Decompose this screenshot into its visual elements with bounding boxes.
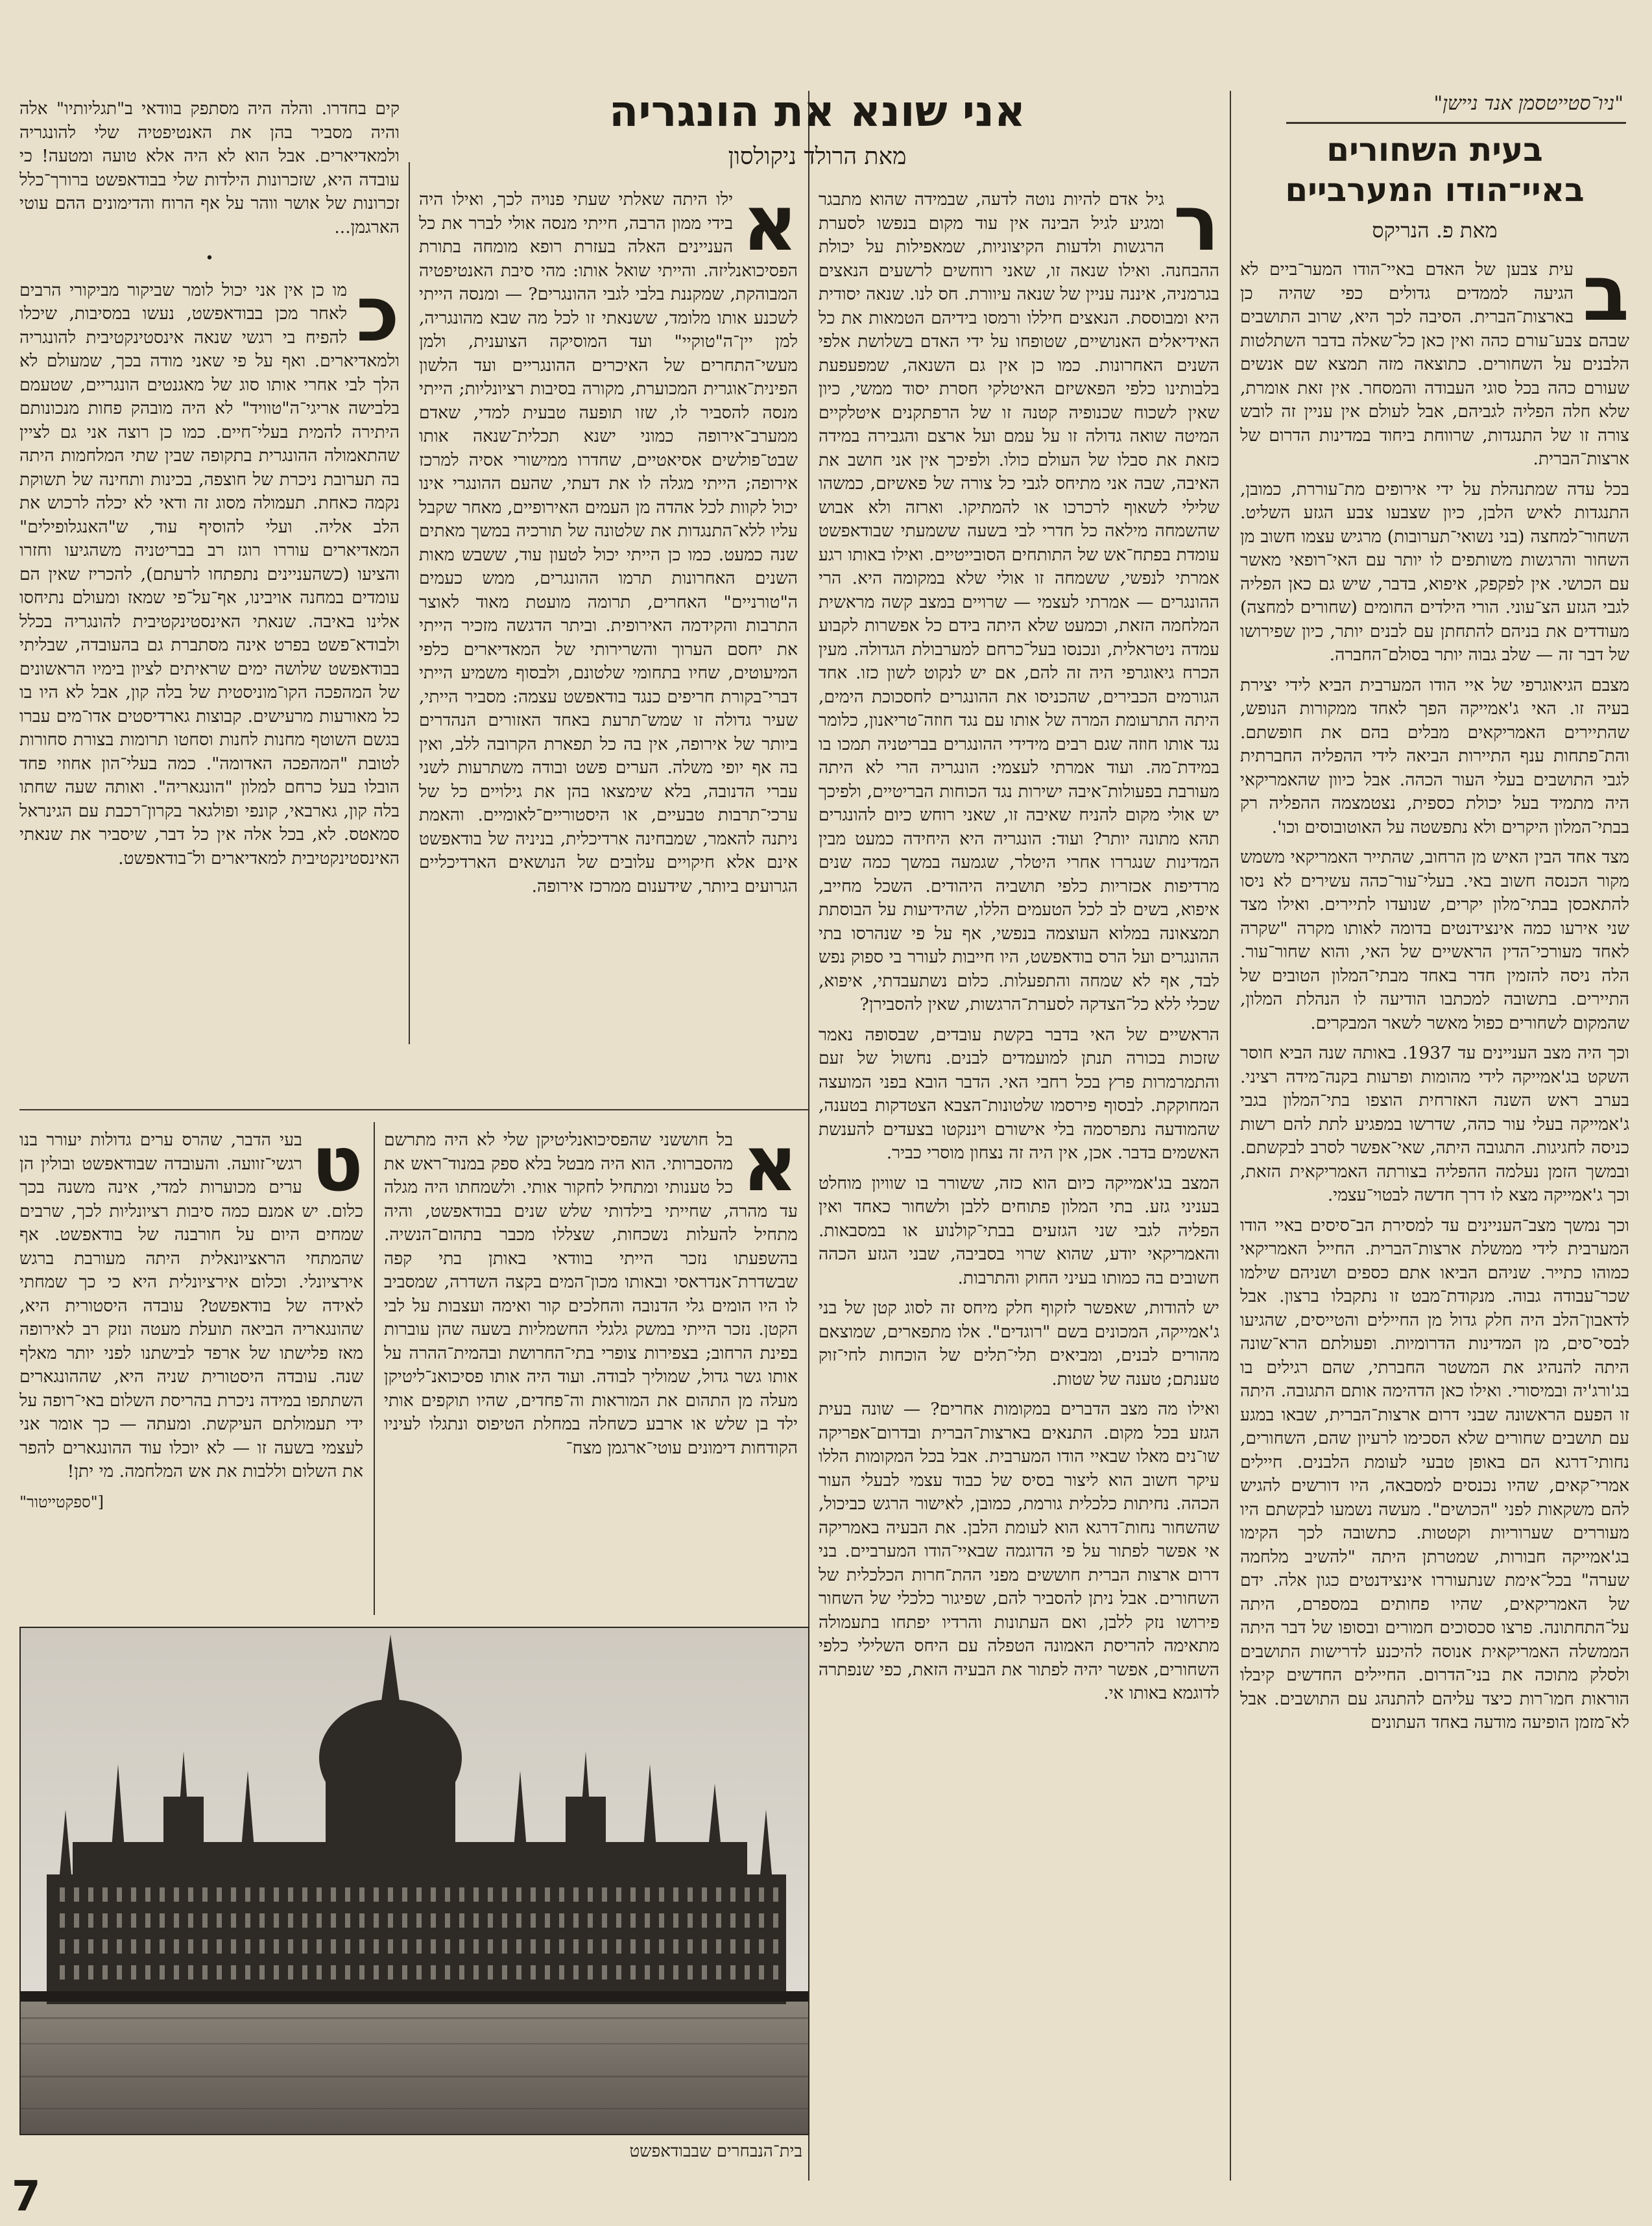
paragraph: קים בחדרו. והלה היה מסתפק בוודאי ב"תגליותיו" אלה והיה מסביר בהן את האנטיפטיה שלי להונגריה ולמאדיארים. אבל הוא לא היה אלא טועה ומטעה! כי עובדה היא, שזכרונות הילדות שלי בבודאפשט ברורך־כלל זכרונות של אושר ווהר על אף הרוח והדימונים ההם עוטי הארגמן...: [19, 99, 400, 237]
window: [488, 1887, 493, 1902]
window: [259, 1939, 265, 1954]
paragraph: יש להודות, שאפשר לזקוף חלק מיחס זה לסוג קטן של בני ג'אמייקה, המכונים בשם "רוגדים". אלו מתפארים, שמוצאם מהורים לבנים, ומביאים תלי־תלים של הוכחות לחי־זוק טענתם; טענה של שטות.: [819, 1298, 1219, 1389]
window: [630, 1939, 636, 1954]
section-rule: [19, 1109, 808, 1110]
window: [688, 1887, 693, 1902]
paragraph: הראשיים של האי בדבר בקשת עובדים, שבסופה נאמר שזכות בכורה תנתן למועמדים לבנים. נחשול של זעם והתמרמרות פרץ בכל רחבי האי. הדבר הובא בפני המועצה המחוקקת. לבסוף פירסמו שלטונות־הצבא הצטדקות בטענה, שהמודעה נתפרסמה בלי אישורם ויננקטו בצעדים להענשת האשמים בדבר. אכן, אין היה זה נצחון מוסרי כביר.: [819, 1024, 1219, 1163]
window: [402, 1887, 407, 1902]
window: [445, 1939, 450, 1954]
window: [702, 1965, 707, 1980]
article-body: [384, 1129, 798, 1460]
window: [573, 1913, 579, 1928]
window: [202, 1965, 208, 1980]
window: [602, 1939, 607, 1954]
article-body: [419, 188, 798, 898]
article-body: [19, 1129, 363, 1514]
window: [673, 1913, 678, 1928]
window: [673, 1887, 678, 1902]
window: [473, 1965, 479, 1980]
article-column-right: [819, 188, 1219, 2173]
window: [345, 1965, 350, 1980]
article-column-middle: [419, 188, 798, 1090]
window: [745, 1939, 750, 1954]
window: [160, 1939, 165, 1954]
article-body: [1240, 248, 1629, 1735]
window: [345, 1913, 350, 1928]
column-rule: [1230, 91, 1231, 2181]
window: [659, 1965, 664, 1980]
paragraph: עית צבען של האדם באיי־הודו המער־ביים לא הגיעה לממדים גדולים כפי שהיה כן בארצות־הברית. הסיבה לכך היא, שרוב התושבים שבהם צבע־עורם כהה ואין כאן כל־שאלה בדבר השתלטות הלבנים על השחורים. כתוצאה מזה תמצא שם אנשים שעורם כהה בכל סוגי העבודה והמסחר. אין זאת אומרת, שלא חלה הפליה לגביהם, אבל לעולם אין עניין זה לובש צורה זו של התנגדות, שרווחת ביחוד במדינות הדרום של ארצות־הברית.: [1240, 259, 1629, 469]
window: [730, 1913, 736, 1928]
article-column-middle-lower: [384, 1129, 798, 1622]
window: [60, 1887, 65, 1902]
window: [702, 1887, 707, 1902]
window: [217, 1965, 222, 1980]
page-number: 7: [12, 2173, 41, 2221]
window: [645, 1965, 650, 1980]
window: [274, 1887, 279, 1902]
window: [288, 1965, 293, 1980]
window: [131, 1965, 136, 1980]
paragraph: מו כן אין אני יכול לומר שביקור מביקורי הרבים לאחר מכן בבודאפשט, נעשו במסיבות, שיכלו להפיח בי רגשי שנאה אינסטינקטיבית להונגריה ולמאדיארים. ואף על פי שאני מודה בכך, שמעולם לא הלך לבי אחרי אותו סוג של מאגנטים הונגריים, שטעמם בלבישה אריגי־ה"טוויד" לא היה מובהק פחות מנכונותם היתירה להמית בעלי־חיים. כמו כן רוצה אני גם לציין שהתאמולה ההונגרית בתקופה שבין שתי המלחמות היתה בה תערובת ניכרת של חוצפה, בכינות ותחינה של תשוקת נקמה כאחת. תעמולה מסוג זה ודאי לא יכלה לרכוש את הלב אליה. ועלי להוסיף עוד, ש"האנגלופילים" המאדיארים עוררו רוגז רב בבריטניה משהגיעו וחזרו והציעו (כשהעניינים נתפתחו לרעתם), להכריז שאין הם עומדים במחנה אויבינו, אף־על־פי שמאז ומעולם נתיחסו אלינו באיבה. שנאתי האינסטינקטיבית להונגריה בכלל ולבודא־פשט בפרט אינה מסתברת גם בהעובדה, שבליתי בבודאפשט שלושה ימים שראיתים לציון בימיו הראשונים של המהפכה הקו־מוניסטית של בלה קון, אבל לא היו בו כל מאורעות מרעישים. קבוצות גארדיסטים אדו־מים עברו בגשם השוטף מחנות לחנות וסחטו תרומות בצורת סחורות לטובת "המהפכה האדומה". כמה בעלי־הון אחוזי פחד הובלו בעל כרחם למלון "הונגאריה". ואותה שעה שחתו בלה קון, גארבאי, קונפי ופולגאר בקרון־רכבת עם הגינראל סמאטס. לא, בכל אלה אין כל דבר, שיסביר את שנאתי האינסטינקטיבית למאדיארים ול־בודאפשט.: [19, 280, 400, 868]
window: [588, 1887, 593, 1902]
window: [602, 1913, 607, 1928]
window: [573, 1939, 579, 1954]
window: [174, 1887, 179, 1902]
window: [145, 1939, 150, 1954]
window: [531, 1965, 536, 1980]
window: [160, 1965, 165, 1980]
window: [773, 1887, 778, 1902]
window: [202, 1887, 208, 1902]
window: [331, 1939, 336, 1954]
window: [259, 1913, 265, 1928]
window: [630, 1965, 636, 1980]
window: [473, 1939, 479, 1954]
window: [131, 1939, 136, 1954]
window: [374, 1939, 379, 1954]
paragraph: מצבם הגיאוגרפי של איי הודו המערבית הביא לידי יצירת בעיה זו. האי ג'אמייקה הפך לאחד ממקורות הנופש, שהתיירים האמריקאים מבלים בהם את חופשתם. והת־פתחות ענף התיירות הביאה לידי ההפליה החברתית לגבי התושבים בעלי העור הכהה. אבל כיוון שהאמריקאי היה מתמיד בעל יכולת כספית, נצטמצמה ההפליה רק בבתי־המלון היקרים ולא נתפשטה על האוטובוסים וכו'.: [1240, 675, 1629, 837]
window: [188, 1939, 193, 1954]
window: [645, 1887, 650, 1902]
window: [160, 1913, 165, 1928]
window: [630, 1887, 636, 1902]
window: [374, 1887, 379, 1902]
parliament-photo: [19, 1627, 809, 2135]
window: [502, 1965, 507, 1980]
drop-cap: א: [742, 1129, 798, 1208]
window: [459, 1939, 464, 1954]
window: [131, 1887, 136, 1902]
window: [602, 1965, 607, 1980]
paragraph: וכך נמשך מצב־העניינים עד למסירת הב־סיסים באיי הודו המערבית לידי ממשלת ארצות־הברית. החייל האמריקאי כמוהו כתייר. שניהם הביאו אתם כספים ושניהם שילמו שכר־עבודה גבוה. מנקודת־מבט זו נתקבלו ברצון. אבל לדאבון־הלב היה חלק גדול מן החיילים והטייסים, שהגיעו לבסי־סים, מן המדינות הדרומיות. ופעולתם הרא־שונה היתה להנהיג את המשטר החברתי, שהם רגילים בו בג'ורג'יה ובמיסורי. ואילו כאן הדהימה אותם התגובה. היתה זו הפעם הראשונה שבני דרום ארצות־הברית, שבאו במגע עם תושבים שחורים שלא הסכימו לרעיון שהם, השחורים, נחותי־דרגא הם באופן טבעי לעומת הלבנים. חיילים אמרי־קאים, שהיו נכנסים למסבאה, היו דורשים להגיש להם משקאות לפני "הכושים". מעשה נשמעו לבקשתם היו מעוררים שערוריות וקטטות. כתשובה לכך הקימו בג'אמייקה חבורות, שמטרתן היתה "להשיב מלחמה שערה" בכל־אימת שנתעוררו אינצידנטים כגון אלה. ידם של האמריקאים, שהיו פחותים במספרם, היתה על־התחתונה. פרצו סכסוכים חמורים ובסופו של דבר היתה הממשלה האמריקאית אנוסה להיכנע לדרישות התושבים ולסלק מתוכה את בני־הדרום. החיילים החדשים קיבלו הוראות חמו־רות כיצד עליהם להתנהג עם התושבים. אבל לא־מזמן הופיעה מודעה באחד העתונים: [1240, 1215, 1629, 1732]
window: [759, 1913, 764, 1928]
window: [688, 1965, 693, 1980]
window: [331, 1887, 336, 1902]
window: [317, 1965, 322, 1980]
paragraph: ילו היתה שאלתי שעתי פנויה לכך, ואילו היה בידי ממון הרבה, חייתי מנסה אולי לברר את כל העניינים האלה בעזרת רופא מומחה בתורת הפסיכואנליזה. והייתי שואל אותו: מהי סיבת האנטיפטיה המבוהקת, שמקננת בלבי לגבי ההונגרים? — ומנסה הייתי לשכנע אותו מלומד, ששנאתי זו לכל מה שבא מהונגריה, למן יין־ה"טוקיי" ועד המוסיקה הצוענית, ולמן מעשי־התחרים של האיכרים ההונגריים ועד הלשון הפינית־אוגרית המכוערת, מקורה בסיבות רציונליות; הייתי מנסה להסביר לו, שזו תופעה טבעית למדי, שאדם ממערב־אירופה כמוני ישנא תכלית־שנאה אותו שבט־פולשים אסיאטיים, שחדרו ממישורי אסיה למרכז אירופה; הייתי מגלה לו את דעתי, שהעם ההונגרי אינו יכול לקוות לכל אהדה מן העמים האירופיים, מאחר שקבל עליו ללא־התנגדות את שלטונה של תורכיה במשך מאתים שנה כמעט. כמו כן הייתי יכול לטעון עוד, ששבש מאות השנים האחרונות תרמו ההונגרים, ממש כעמים ה"טורניים" האחרים, תרומה מועטת מאוד לאוצר התרבות והקידמה האירופית. וביתר הדגשה מזכיר הייתי את יחסם הערוך והשרירותי של המאדיארים כלפי המיעוטים, שחיו בתחומי שלטונם, ולבסוף משמיע הייתי דברי־בקורת חריפים כנגד בודאפשט עצמה: מסביר הייתי, שעיר גדולה זו שמש־תרעת באחד האזורים הנהדרים ביותר של אירופה, אין בה כל תפארת הקרובה ללב, ואין בה אף יופי משלה. הערים פשט ובודה משתרעות לשני עברי הדנובה, בלא שימצאו בהן את גילויים כל של ערכי־תרבות טבעיים, או היסטוריים־לאומיים. והאמת ניתנה להאמר, שמבחינה ארדיכלית, בניניה של בודאפשט אינם אלא חיקויים עלובים של הנושאים הארדיכליים הגרועים ביותר, שידענום ממרכז אירופה.: [419, 189, 798, 896]
window: [431, 1913, 436, 1928]
window: [331, 1913, 336, 1928]
window: [117, 1939, 122, 1954]
window: [616, 1913, 621, 1928]
window: [188, 1913, 193, 1928]
window: [445, 1965, 450, 1980]
paragraph: המצב בג'אמייקה כיום הוא כזה, ששורר בו שוויון מוחלט בעניני גזע. בתי המלון פתוחים ללבן ולשחור כאחד ואין הפליה לגבי שני הגזעים בבתי־קולנוע או במסבאות. והאמריקאי יודע, שהוא שרוי בסביבה, שבני הגזע הכהה חשובים בה כמותו בעיני החוק והתרבות.: [819, 1173, 1219, 1288]
drop-cap: ב: [1583, 248, 1629, 338]
window: [431, 1965, 436, 1980]
window: [745, 1965, 750, 1980]
window: [217, 1939, 222, 1954]
source-line-rule: [1286, 122, 1626, 124]
window: [473, 1887, 479, 1902]
window: [545, 1913, 550, 1928]
window: [630, 1913, 636, 1928]
window: [488, 1965, 493, 1980]
paragraph: בכל עדה שמתנהלת על ידי אירופים מת־עוררת, כמובן, התנגדות לאיש הלבן, כיון שצבעו צבע הגזע השליט. השחור־למחצה (בני נשואי־תערובות) מרגיש עצמו חשוב מן השחור והרגשות משותפים לו יותר עם האי־רופאי מאשר עם הכושי. אין לפקפק, איפוא, בדבר, שיש גם כאן הפליה לגבי הגזע הצ־עוני. הורי הילדים החומים (שחורים למחצה) מעודדים את בניהם להתחתן עם לבנים יותר, כיון שפירושו של דבר זה — שלב גבוה יותר בסולם־החברה.: [1240, 479, 1629, 665]
article-author: מאת הרולד ניקולסון: [728, 143, 907, 170]
window: [773, 1939, 778, 1954]
drop-cap: כ: [356, 269, 400, 359]
window: [616, 1939, 621, 1954]
window: [416, 1887, 422, 1902]
window: [716, 1965, 721, 1980]
window: [74, 1939, 79, 1954]
article-column-left: [19, 97, 400, 1090]
window: [773, 1965, 778, 1980]
window: [445, 1887, 450, 1902]
window: [559, 1887, 564, 1902]
window: [74, 1965, 79, 1980]
window: [445, 1913, 450, 1928]
article-title-line2: באיי־הודו המערביים: [1285, 171, 1585, 209]
window: [688, 1913, 693, 1928]
window: [416, 1939, 422, 1954]
window: [317, 1913, 322, 1928]
window: [160, 1887, 165, 1902]
window: [645, 1913, 650, 1928]
window: [402, 1965, 407, 1980]
window: [145, 1913, 150, 1928]
window: [302, 1965, 307, 1980]
article-body: [19, 97, 400, 870]
window: [245, 1887, 250, 1902]
source-line-text: "ניו־סטייטסמן אנד ניישן": [1433, 92, 1623, 115]
window: [388, 1887, 393, 1902]
window: [174, 1913, 179, 1928]
window: [231, 1965, 236, 1980]
window: [759, 1887, 764, 1902]
window: [102, 1887, 108, 1902]
window: [345, 1887, 350, 1902]
window: [702, 1913, 707, 1928]
window: [102, 1965, 108, 1980]
paragraph: גיל אדם להיות נוטה לדעה, שבמידה שהוא מתבגר ומגיע לגיל הבינה אין עוד מקום בנפשו לסערת הרגשות ולדעות הקיצוניות, שמאפילות על יכולת ההבחנה. ואילו שנאה זו, שאני רוחשים לרשעים הנאצים בגרמניה, איננה עניין של שנאה עיוורת. חס לנו. שנאה יסודית היא ומבוססת. הנאצים חיללו ורמסו בידיהם הטמאות את כל האידיאלים האנושיים, שטופחו על ידי האדם בשלושת אלפי השנים האחרונות. כמו כן אין גם השנאה, שמפעפעת בלבותינו כלפי הפאשיזם האיטלקי חסרת יסוד ממשי, כיון שאין לשכוח שכנופיה קטנה זו של הרפתקנים איטלקיים המיטה שואה גדולה זו על עמם ועל ארצם והגבירה במידה כזאת את סבלו של העולם כולו. ולפיכך אין אני חושב את האיבה, שבה אני מתיחס לגבי כל צורה של פאשיזם, כמשהו שלילי לשאוף לרכרכו או להמתיקו. וארזה ולא אבוש שהשמחה מילאה כל חדרי לבי בשעה ששמעתי שבודאפשט עומדת בפתח־אש של התותחים הסובייטיים. ואילו באותו רגע אמרתי לנפשי, ששמחה זו אולי שלא במקומה היא. הרי ההונגרים — אמרתי לעצמי — שרויים במצב קשה מראשית המלחמה הזאת, וכמעט שלא היתה בידם כל אפשרות לקבוע עמדה ניטראלית, ונכנסו בעל־כרחם למערבולת הגדולה. מעין הכרח גיאוגרפי היה זה להם, אם יש לנקוט לשון כזו. אחד הגורמים הכבירים, שהכניסו את ההונגרים לחסכוכת הימים, היתה התרעומת המרה של אותו עם נגד חוזה־טריאנון, כלומר נגד אותו חוזה שגם רבים מידידי ההונגרים בבריטניה תמכו בו במידת־מה. ועוד אמרתי לעצמי: הונגריה הרי לא היתה מעורבת בפעולות־איבה ישירות נגד הכוחות הבריטיים, ולפיכך יש אולי מקום להניח שאיבה זו, שאני רוחש כיום להונגרים תהא מתונה יותר? ועוד: הונגריה היא היחידה כמעט מבין המדינות שנגררו אחרי היטלר, שגמעה במשך כמה שנים מרדיפות אכזריות כלפי תושביה היהודים. השכל מחייב, איפוא, בשים לב לכל הטעמים הללו, שהידיעות על הבוסתת תמצאונה במלוא העוצמה בנפשי, אף על פי שנהרסו בתי ההונגרים ועל הרס בודאפשט, היו חייבות לעורר בי ספוק נפש לבד, אף לא שמחה והתפעלות. כלום נשתעבדתי, איפוא, שכלי ללא כל־הצדקה לסערת־הרגשות, שאין להסבירן?: [819, 189, 1219, 1014]
window: [588, 1965, 593, 1980]
window: [545, 1965, 550, 1980]
window: [245, 1965, 250, 1980]
window: [388, 1939, 393, 1954]
window: [131, 1913, 136, 1928]
window: [745, 1887, 750, 1902]
article-hungary-header: [415, 86, 1219, 170]
window: [202, 1913, 208, 1928]
window: [302, 1887, 307, 1902]
window: [231, 1913, 236, 1928]
window: [545, 1939, 550, 1954]
window: [188, 1887, 193, 1902]
window: [331, 1965, 336, 1980]
window: [759, 1965, 764, 1980]
window: [88, 1939, 93, 1954]
window: [174, 1965, 179, 1980]
article-body: [819, 188, 1219, 1706]
window: [88, 1965, 93, 1980]
article-author: מאת פ. הנריקס: [1372, 218, 1498, 243]
drop-cap: ט: [311, 1129, 363, 1208]
window: [317, 1939, 322, 1954]
window: [259, 1887, 265, 1902]
window: [145, 1965, 150, 1980]
window: [60, 1913, 65, 1928]
window: [488, 1939, 493, 1954]
window: [602, 1887, 607, 1902]
window: [359, 1965, 365, 1980]
window: [730, 1887, 736, 1902]
window: [531, 1887, 536, 1902]
window: [374, 1965, 379, 1980]
drop-cap: א: [742, 188, 798, 268]
window: [359, 1913, 365, 1928]
window: [616, 1965, 621, 1980]
window: [459, 1965, 464, 1980]
window: [345, 1939, 350, 1954]
drop-cap: ר: [1173, 188, 1219, 268]
window: [759, 1939, 764, 1954]
window: [516, 1939, 521, 1954]
article-black-problem: [1240, 130, 1629, 1741]
window: [88, 1913, 93, 1928]
window: [231, 1887, 236, 1902]
window: [716, 1939, 721, 1954]
window: [773, 1913, 778, 1928]
window: [145, 1887, 150, 1902]
window: [288, 1939, 293, 1954]
paragraph: מצד אחד הבין האיש מן הרחוב, שהתייר האמריקאי משמש מקור הכנסה חשוב באי. בעלי־עור־כהה עשירים לא ניסו להתאכסן בבתי־מלון יקרים, שנועדו לתיירים. ואילו מצד שני אירעו כמה אינצידנטים בדומה לאותו מקרה "שקרה לאחד מעורכי־הדין הראשיים של האי, והוא שחור־עור. הלה ניסה להזמין חדר באחד מבתי־המלון הטובים של התיירים. בתשובה למכתבו הודיעה לו הנהלת המלון, שהמקום לשחורים כפול מאשר לשאר המבקרים.: [1240, 847, 1629, 1033]
window: [402, 1913, 407, 1928]
window: [616, 1887, 621, 1902]
paragraph: ואילו מה מצב הדברים במקומות אחרים? — שונה בעית הגזע בכל מקום. התנאים בארצות־הברית ובדרום־אפריקה שו־נים מאלו שבאיי הודו המערבית. אבל בכל המקומות הללו עיקר חשוב הוא ליצור בסיס של כבוד עצמי לבעלי העור הכהה. נחיתות כלכלית גורמת, כמובן, לאישור הרגש כביכול, שהשחור נחות־דרגא הוא לעומת הלבן. את הבעיה באמריקה אי אפשר לפתור על פי הדוגמה שבאיי־הודו המערביים. בני דרום ארצות הברית חוששים מפני ההת־חרות הכלכלית של השחורים. אבל ניתן להסביר להם, שפיגור כלכלי של השחור פירושו נזק ללבן, ואם העתונות והרדיו יפתחו בתעמולה מתאימה להריסת האמונה הטפלה עם היחס השלילי כלפי השחורים, אפשר יהיה לפתור את הבעיה הזאת, כפי שנפתרה לדוגמא באותו אי.: [819, 1399, 1219, 1703]
window: [102, 1939, 108, 1954]
paragraph: בל חוששני שהפסיכואנליטיקן שלי לא היה מתרשם מהסברותי. הוא היה מבטל בלא ספק במנוד־ראש את כל טענותי ומתחיל לחקור אותי. ולשמחתו היה מגלה עד מהרה, שחייתי בילדותי שלש שנים בבודאפשט, והיה מתחיל להעלות נשכחות, שצללו מכבר בתהום־הנשיה. בהשפעתו נזכר הייתי בוודאי באותן בתי קפה שבשדרת־אנדראסי ובאותו מכון־המים בקצה השדרה, שמסביב לו היו הומים גלי הדנובה והחלכים קור ואימה ועצבות על לבי הקטן. נזכר הייתי במשק גלגלי החשמליות בשעה שהן עוברות בפינת הרחוב; בצפירות צופרי בתי־החרושת ובהמית־ההרה על אותו גשר גדול, שמוליך לבודה. ועוד היה אותו פסיכואנ־ליטיקן מעלה מן התהום את המוראות וה־פחדים, שהיו תוקפים אותי ילד בן שלש או ארבע כשחלה במחלת הטיפוס ונתגלו לעיניו הקודחות דימונים עוטי־ארגמן מצח־: [384, 1130, 798, 1458]
window: [716, 1913, 721, 1928]
window: [117, 1887, 122, 1902]
window: [588, 1913, 593, 1928]
window: [688, 1939, 693, 1954]
separator-dot: •: [205, 250, 214, 267]
paragraph: בעי הדבר, שהרס ערים גדולות יעורר בנו רגשי־זוועה. והעובדה שבודאפשט ובולין הן ערים מכוערות למדי, אינה משנה בכך כלום. יש אמנם כמה סיבות רציונליות לכך, שרבים שמחים היום על חורבנה של בודאפשט. אף שהמתחי הראציונאלית היתה מעורבת ברגש אירציונלי. וכלום אירציונלית היא כי כך שמחתי לאידה של בודאפשט? עובדה היסטורית היא, שהונגאריה הביאה תועלת מעטה ונזק רב לאירופה מאז פלישתו של ארפד לבישתנו לפני יותר מאלף שנה. עובדה היסטורית שניה היא, שההונגארים השתתפו במידה ניכרת בהריסת השלום באי־רופה על ידי תעמולתם העיקשת. ומעתה — כך אומר אני לעצמי בשעה זו — לא יוכלו עוד ההונגארים להפר את השלום וללבות את אש המלחמה. מי יתן!: [19, 1130, 363, 1481]
window: [730, 1939, 736, 1954]
column-rule: [374, 1122, 375, 1615]
window: [516, 1913, 521, 1928]
window: [359, 1887, 365, 1902]
window: [545, 1887, 550, 1902]
window: [645, 1939, 650, 1954]
photo-caption: בית־הנבחרים שבבודאפשט: [629, 2142, 802, 2161]
window: [559, 1939, 564, 1954]
window: [302, 1913, 307, 1928]
window: [659, 1887, 664, 1902]
window: [473, 1913, 479, 1928]
window: [217, 1887, 222, 1902]
window: [274, 1939, 279, 1954]
window: [431, 1887, 436, 1902]
window: [431, 1939, 436, 1954]
window: [317, 1887, 322, 1902]
window: [459, 1887, 464, 1902]
parliament-building-image: [21, 1628, 808, 2134]
window: [502, 1913, 507, 1928]
window: [531, 1913, 536, 1928]
article-title-line1: בעית השחורים: [1326, 131, 1543, 169]
window: [588, 1939, 593, 1954]
window: [488, 1913, 493, 1928]
window: [659, 1939, 664, 1954]
window: [259, 1965, 265, 1980]
column-rule: [409, 162, 410, 1044]
window: [573, 1887, 579, 1902]
window: [502, 1939, 507, 1954]
window: [74, 1913, 79, 1928]
window: [88, 1887, 93, 1902]
window: [745, 1913, 750, 1928]
article-column-left-lower: [19, 1129, 363, 1622]
window: [659, 1913, 664, 1928]
window: [102, 1913, 108, 1928]
article-title: אני שונא את הונגריה: [608, 86, 1026, 136]
window: [188, 1965, 193, 1980]
window: [573, 1965, 579, 1980]
window: [117, 1965, 122, 1980]
window: [374, 1913, 379, 1928]
signature: ["ספקטייטור": [19, 1492, 104, 1511]
window: [288, 1887, 293, 1902]
window: [74, 1887, 79, 1902]
window: [174, 1939, 179, 1954]
window: [217, 1913, 222, 1928]
window: [516, 1887, 521, 1902]
window: [274, 1913, 279, 1928]
window: [502, 1887, 507, 1902]
window: [531, 1939, 536, 1954]
window: [673, 1939, 678, 1954]
window: [60, 1939, 65, 1954]
window: [245, 1913, 250, 1928]
window: [516, 1965, 521, 1980]
paragraph: וכך היה מצב העניינים עד 1937. באותה שנה הביא חוסר השקט בג'אמייקה לידי מהומות ופרעות בקנה־מידה רציני. בערב ראש השנה האזרחית הוצפו בתי־המלון בגבי ג'אמייקה בעלי עור כהה, שדרשו במפגיע לתת להם רשות כניסה לחגיגות. התגובה היתה, שאי־אפשר לסרב לבקשתם. ובמשך הזמן נעלמה ההפליה בצורתה האמריקאית הזאת, וכך ג'אמייקה מצא לו דרך חדשה לבטוי־עצמי.: [1240, 1043, 1629, 1205]
window: [388, 1913, 393, 1928]
window: [459, 1913, 464, 1928]
window: [559, 1965, 564, 1980]
window: [388, 1965, 393, 1980]
window: [402, 1939, 407, 1954]
window: [416, 1965, 422, 1980]
window: [288, 1913, 293, 1928]
window: [559, 1913, 564, 1928]
window: [716, 1887, 721, 1902]
window: [274, 1965, 279, 1980]
window: [730, 1965, 736, 1980]
window: [60, 1965, 65, 1980]
window: [359, 1939, 365, 1954]
window: [702, 1939, 707, 1954]
window: [117, 1913, 122, 1928]
window: [673, 1965, 678, 1980]
window: [202, 1939, 208, 1954]
window: [245, 1939, 250, 1954]
window: [416, 1913, 422, 1928]
window: [302, 1939, 307, 1954]
window: [231, 1939, 236, 1954]
source-line: [1286, 92, 1623, 115]
